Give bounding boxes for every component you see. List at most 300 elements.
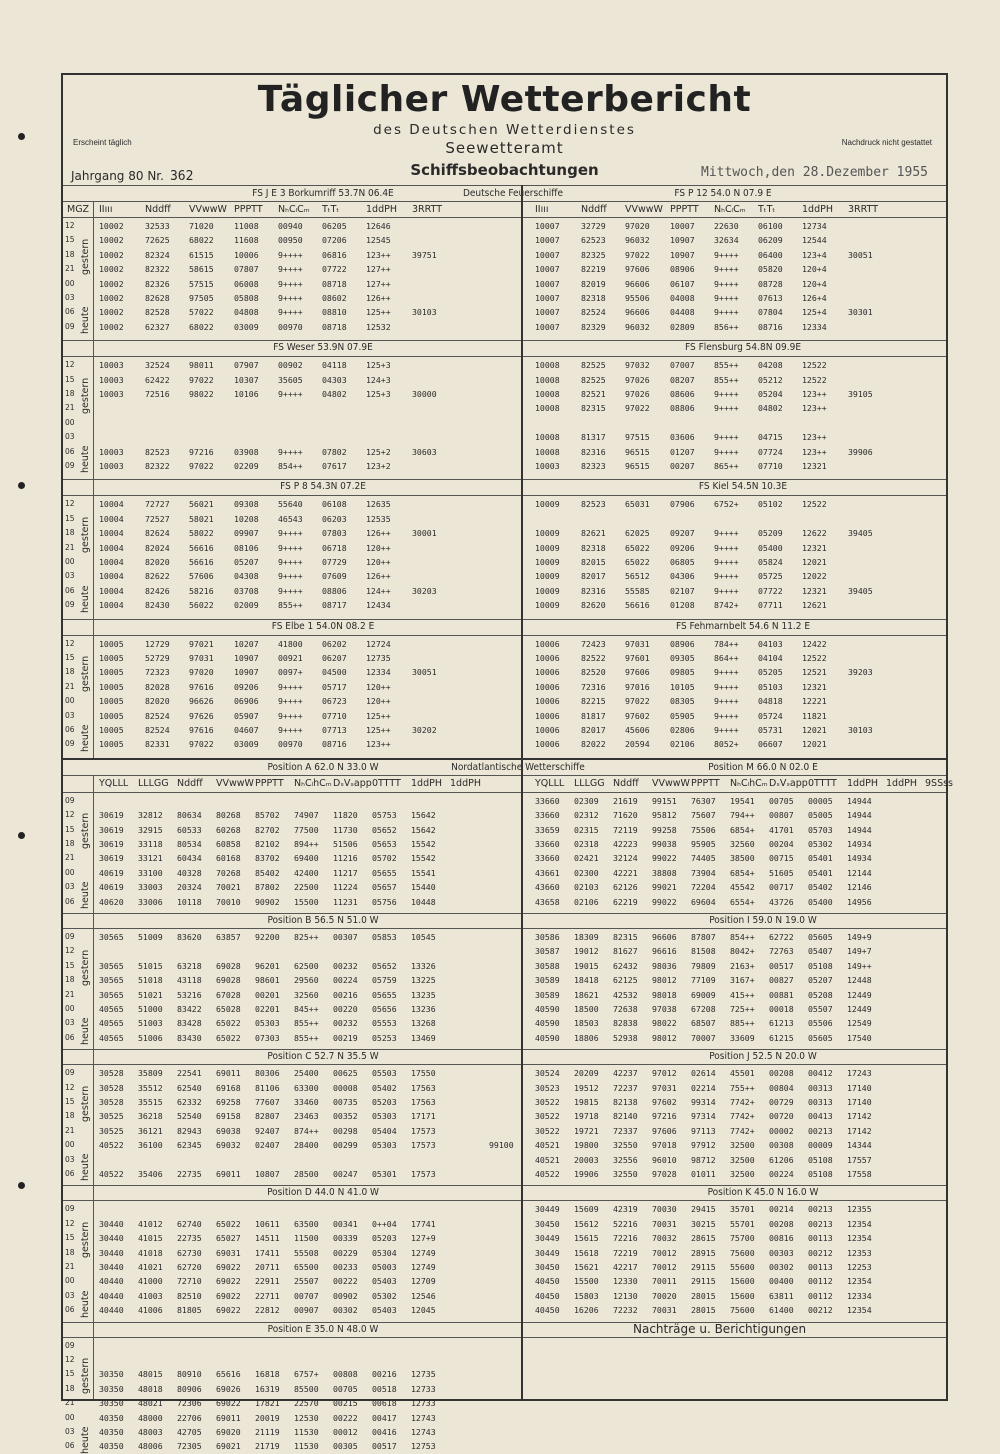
cell: 06209	[758, 235, 783, 246]
cell: 3167+	[730, 975, 755, 986]
cell: 05655	[372, 989, 397, 1000]
cell: 05403	[372, 1276, 397, 1287]
cell: 80906	[177, 1383, 202, 1394]
table-row	[99, 1081, 525, 1095]
divider	[93, 201, 94, 758]
cell: 32915	[138, 824, 163, 835]
cell: 17573	[411, 1168, 436, 1179]
cell: 82324	[145, 249, 170, 260]
cell: 98022	[189, 388, 214, 399]
hour-column	[63, 930, 81, 1045]
cell: 00412	[808, 1068, 833, 1079]
table-row	[99, 233, 456, 247]
cell: 10007	[535, 292, 560, 303]
hour-column	[63, 794, 81, 909]
cell: 13268	[411, 1018, 436, 1029]
cell: 02407	[255, 1140, 280, 1151]
cell: 65022	[216, 1218, 241, 1229]
cell: 15542	[411, 853, 436, 864]
cell: 40521	[535, 1140, 560, 1151]
cell: 82315	[581, 403, 606, 414]
cell: 48021	[138, 1398, 163, 1409]
cell: 00902	[278, 360, 303, 371]
divider	[63, 1200, 946, 1201]
hour-label: 00	[65, 1276, 75, 1286]
cell: 12021	[802, 724, 827, 735]
cell: 82017	[581, 724, 606, 735]
cell: 96515	[625, 446, 650, 457]
table-row	[99, 459, 456, 473]
cell: 40450	[535, 1276, 560, 1287]
ws-rows-right	[535, 1066, 961, 1181]
hour-label: 03	[65, 710, 75, 720]
cell: 16206	[574, 1305, 599, 1316]
cell: 82838	[613, 1018, 638, 1029]
hour-label: 09	[65, 460, 75, 470]
divider	[93, 775, 94, 1399]
cell: 6854+	[730, 824, 755, 835]
cell: 00705	[333, 1383, 358, 1394]
cell: 02214	[691, 1082, 716, 1093]
cell: 9++++	[714, 542, 739, 553]
cell: 90902	[255, 896, 280, 907]
cell: 15609	[574, 1204, 599, 1215]
ws-rows-right	[535, 1202, 961, 1317]
cell: 33660	[535, 853, 560, 864]
cell: 40619	[99, 867, 124, 878]
cell: 19012	[574, 946, 599, 957]
column-header: 1ddPH	[450, 777, 481, 789]
cell: 00207	[670, 460, 695, 471]
report-frame	[61, 73, 954, 1454]
column-header: LLLGG	[138, 777, 169, 789]
cell: 92407	[255, 1125, 280, 1136]
cell: 05503	[372, 1068, 397, 1079]
table-row	[535, 808, 961, 822]
cell: 30587	[535, 946, 560, 957]
cell: 00208	[769, 1068, 794, 1079]
cell: 04607	[234, 724, 259, 735]
cell: 04715	[758, 432, 783, 443]
cell: 20209	[574, 1068, 599, 1079]
table-row	[99, 1274, 525, 1288]
table-row	[99, 1095, 525, 1109]
cell: 56021	[189, 499, 214, 510]
cell: 81508	[691, 946, 716, 957]
cell: 00705	[769, 795, 794, 806]
cell: 69022	[216, 1290, 241, 1301]
cell: 99022	[652, 896, 677, 907]
cell: 00113	[808, 1261, 833, 1272]
cell: 96032	[625, 321, 650, 332]
cell: 06107	[670, 278, 695, 289]
cell: 67028	[216, 989, 241, 1000]
table-row	[99, 880, 525, 894]
cell: 05403	[372, 1305, 397, 1316]
cell: 30450	[535, 1218, 560, 1229]
cell: 10004	[99, 542, 124, 553]
cell: 22706	[177, 1412, 202, 1423]
table-row	[99, 895, 525, 909]
cell: 72337	[613, 1125, 638, 1136]
cell: 96010	[652, 1154, 677, 1165]
cell: 123++	[366, 249, 391, 260]
cell: 98712	[691, 1154, 716, 1165]
column-header: PPPTT	[234, 204, 263, 215]
cell: 9++++	[714, 307, 739, 318]
ws-rows-left	[99, 1339, 525, 1454]
day-label-heute: heute	[80, 445, 91, 474]
cell: 98036	[652, 960, 677, 971]
cell: 30440	[99, 1218, 124, 1229]
cell: 85702	[255, 810, 280, 821]
cell: 99151	[652, 795, 677, 806]
table-row	[535, 584, 892, 598]
table-row	[99, 219, 456, 233]
cell: 30449	[535, 1233, 560, 1244]
cell: 82020	[145, 696, 170, 707]
table-row	[99, 823, 525, 837]
cell: 09206	[234, 681, 259, 692]
cell: 79809	[691, 960, 716, 971]
cell: 9++++	[278, 556, 303, 567]
cell: 42400	[294, 867, 319, 878]
table-row	[99, 584, 456, 598]
cell: 41012	[138, 1218, 163, 1229]
cell: 12434	[366, 600, 391, 611]
cell: 17821	[255, 1398, 280, 1409]
cell: 30589	[535, 975, 560, 986]
cell: 00352	[333, 1111, 358, 1122]
cell: 6757+	[294, 1369, 319, 1380]
publication-note: Erscheint täglich	[73, 138, 132, 147]
table-row	[99, 416, 456, 430]
table-row	[535, 1066, 961, 1080]
fs-rows-left	[99, 497, 456, 612]
table-row	[99, 1425, 525, 1439]
table-row	[535, 1153, 961, 1167]
cell: 41015	[138, 1233, 163, 1244]
cell: 15621	[574, 1261, 599, 1272]
cell: 30350	[99, 1369, 124, 1380]
nachtraege-title: Nachträge u. Berichtigungen	[633, 1321, 807, 1336]
ws-rows-left	[99, 1202, 525, 1317]
cell: 07802	[322, 446, 347, 457]
divider	[63, 1337, 946, 1338]
cell: 14934	[847, 838, 872, 849]
cell: 00012	[333, 1426, 358, 1437]
column-header: DₛVₛapp	[769, 777, 808, 789]
cell: 9++++	[714, 528, 739, 539]
column-header: VVwwW	[216, 777, 254, 789]
cell: 123++	[802, 432, 827, 443]
cell: 45501	[730, 1068, 755, 1079]
cell: 10009	[535, 499, 560, 510]
cell: 12522	[802, 652, 827, 663]
cell: 14344	[847, 1140, 872, 1151]
cell: 11008	[234, 221, 259, 231]
cell: 33609	[730, 1032, 755, 1043]
cell: 00232	[333, 960, 358, 971]
cell: 99021	[652, 882, 677, 893]
cell: 97031	[652, 1082, 677, 1093]
cell: 15500	[574, 1276, 599, 1287]
column-header: Nddff	[145, 204, 171, 215]
cell: 10004	[99, 513, 124, 524]
cell: 28015	[691, 1305, 716, 1316]
cell: 00213	[808, 1218, 833, 1229]
cell: 70268	[216, 867, 241, 878]
cell: 51000	[138, 1003, 163, 1014]
cell: 05905	[670, 710, 695, 721]
cell: 00307	[333, 932, 358, 942]
cell: 12130	[613, 1290, 638, 1301]
cell: 97038	[652, 1003, 677, 1014]
cell: 80634	[177, 810, 202, 821]
cell: 82102	[255, 838, 280, 849]
table-row	[535, 569, 892, 583]
cell: 11231	[333, 896, 358, 907]
cell: 65022	[216, 1032, 241, 1043]
table-row	[535, 445, 892, 459]
cell: 12622	[802, 528, 827, 539]
divider	[63, 928, 946, 929]
cell: 18621	[574, 989, 599, 1000]
cell: 725++	[730, 1003, 755, 1014]
hour-label: 21	[65, 1261, 75, 1271]
cell: 00232	[333, 1018, 358, 1029]
cell: 9++++	[278, 696, 303, 707]
cell: 09308	[234, 499, 259, 510]
table-row	[535, 430, 892, 444]
cell: 30525	[99, 1111, 124, 1122]
table-row	[99, 959, 525, 973]
cell: 82024	[145, 542, 170, 553]
cell: 19800	[574, 1140, 599, 1151]
cell: 02300	[574, 867, 599, 878]
column-header: NₕCₗCₘ	[278, 204, 310, 215]
cell: 97028	[652, 1168, 677, 1179]
cell: 04104	[758, 652, 783, 663]
day-label-gestern: gestern	[80, 949, 91, 986]
cell: 02107	[670, 585, 695, 596]
cell: 33660	[535, 795, 560, 806]
cell: 9++++	[714, 264, 739, 275]
cell: 82430	[145, 600, 170, 611]
cell: 9++++	[714, 388, 739, 399]
cell: 04103	[758, 638, 783, 649]
cell: 70012	[652, 1261, 677, 1272]
cell: 12321	[802, 681, 827, 692]
cell: 10008	[535, 403, 560, 414]
table-row	[99, 512, 456, 526]
table-row	[535, 1274, 961, 1288]
cell: 00247	[333, 1168, 358, 1179]
cell: 00208	[769, 1218, 794, 1229]
cell: 9++++	[714, 696, 739, 707]
table-row	[99, 1439, 525, 1453]
table-row	[535, 1081, 961, 1095]
cell: 9++++	[278, 249, 303, 260]
cell: 70031	[652, 1218, 677, 1229]
table-row	[99, 387, 456, 401]
table-row	[535, 737, 892, 751]
hour-label: 06	[65, 1168, 75, 1178]
column-header: IIııı	[535, 204, 549, 215]
cell: 05703	[808, 824, 833, 835]
cell: 72323	[145, 667, 170, 678]
cell: 10907	[670, 235, 695, 246]
cell: 02209	[234, 460, 259, 471]
cell: 07803	[322, 528, 347, 539]
cell: 62730	[177, 1247, 202, 1258]
cell: 00298	[333, 1125, 358, 1136]
cell: 10208	[234, 513, 259, 524]
cell: 02806	[670, 724, 695, 735]
table-row	[535, 1167, 961, 1181]
cell: 33659	[535, 824, 560, 835]
cell: 11216	[333, 853, 358, 864]
cell: 874++	[294, 1125, 319, 1136]
column-header: 0TTTT	[372, 777, 401, 789]
table-row	[535, 880, 961, 894]
cell: 30450	[535, 1261, 560, 1272]
cell: 123++	[802, 446, 827, 457]
table-row	[99, 1260, 525, 1274]
cell: 74405	[691, 853, 716, 864]
cell: 56512	[625, 571, 650, 582]
cell: 10004	[99, 499, 124, 510]
ws-column-headers-left	[99, 778, 489, 789]
cell: 48006	[138, 1441, 163, 1452]
cell: 10005	[99, 739, 124, 750]
table-row	[535, 709, 892, 723]
cell: 00735	[333, 1096, 358, 1107]
hour-label: 18	[65, 975, 75, 985]
cell: 13469	[411, 1032, 436, 1043]
cell: 30522	[535, 1125, 560, 1136]
divider	[63, 1064, 946, 1065]
cell: 06607	[758, 739, 783, 750]
cell: 33660	[535, 838, 560, 849]
cell: 97026	[625, 388, 650, 399]
divider	[63, 185, 946, 186]
table-row	[535, 305, 892, 319]
cell: 17550	[411, 1068, 436, 1079]
cell: 30350	[99, 1383, 124, 1394]
cell: 05303	[372, 1140, 397, 1151]
cell: 10307	[234, 374, 259, 385]
cell: 11820	[333, 810, 358, 821]
cell: 00002	[769, 1125, 794, 1136]
cell: 30350	[99, 1398, 124, 1409]
cell: 12022	[802, 571, 827, 582]
cell: 00212	[808, 1305, 833, 1316]
cell: 21619	[613, 795, 638, 806]
cell: 30589	[535, 989, 560, 1000]
cell: 10007	[535, 278, 560, 289]
station-title: FS Kiel 54.5N 10.3E	[698, 481, 788, 493]
cell: 96616	[652, 946, 677, 957]
table-row	[535, 373, 892, 387]
cell: 77109	[691, 975, 716, 986]
cell: 07617	[322, 460, 347, 471]
cell: 11217	[333, 867, 358, 878]
cell: 05656	[372, 1003, 397, 1014]
cell: 46543	[278, 513, 303, 524]
cell: 09207	[670, 528, 695, 539]
cell: 854++	[278, 460, 303, 471]
cell: 9++++	[714, 249, 739, 260]
cell: 82523	[581, 499, 606, 510]
cell: 01207	[670, 446, 695, 457]
table-row	[99, 1109, 525, 1123]
cell: 97314	[691, 1111, 716, 1122]
cell: 17142	[847, 1125, 872, 1136]
cell: 32556	[613, 1154, 638, 1165]
table-row	[99, 651, 456, 665]
cell: 415++	[730, 989, 755, 1000]
cell: 28400	[294, 1140, 319, 1151]
cell: 10003	[99, 360, 124, 371]
hour-column	[63, 1202, 81, 1317]
cell: 19718	[574, 1111, 599, 1122]
cell: 06906	[234, 696, 259, 707]
cell: 00222	[333, 1276, 358, 1287]
cell: 7742+	[730, 1096, 755, 1107]
cell: 00302	[333, 1305, 358, 1316]
cell: 61213	[769, 1018, 794, 1029]
cell: 96606	[625, 278, 650, 289]
cell: 10006	[535, 696, 560, 707]
cell: 11730	[333, 824, 358, 835]
cell: 00339	[333, 1233, 358, 1244]
cell: 40565	[99, 1018, 124, 1029]
cell: 12422	[802, 638, 827, 649]
cell: 05303	[255, 1018, 280, 1029]
cell: 41003	[138, 1290, 163, 1301]
cell: 39203	[848, 667, 873, 678]
cell: 35605	[278, 374, 303, 385]
cell: 17563	[411, 1082, 436, 1093]
cell: 45542	[730, 882, 755, 893]
cell: 05253	[372, 1032, 397, 1043]
cell: 62332	[177, 1096, 202, 1107]
cell: 12353	[847, 1247, 872, 1258]
hour-label: 15	[65, 1233, 75, 1243]
cell: 55600	[730, 1261, 755, 1272]
cell: 00807	[769, 810, 794, 821]
cell: 38500	[730, 853, 755, 864]
cell: 10007	[535, 221, 560, 231]
cell: 864++	[714, 652, 739, 663]
cell: 36100	[138, 1140, 163, 1151]
cell: 58615	[189, 264, 214, 275]
cell: 149+9	[847, 932, 872, 942]
fs-column-headers-right	[535, 204, 892, 215]
hour-label: 18	[65, 388, 75, 398]
cell: 125++	[366, 724, 391, 735]
cell: 10006	[535, 638, 560, 649]
cell: 70021	[216, 882, 241, 893]
cell: 123+4	[802, 249, 827, 260]
cell: 72527	[145, 513, 170, 524]
day-label-heute: heute	[80, 1017, 91, 1046]
table-row	[99, 680, 456, 694]
day-label-heute: heute	[80, 881, 91, 909]
cell: 03708	[234, 585, 259, 596]
cell: 10105	[670, 681, 695, 692]
